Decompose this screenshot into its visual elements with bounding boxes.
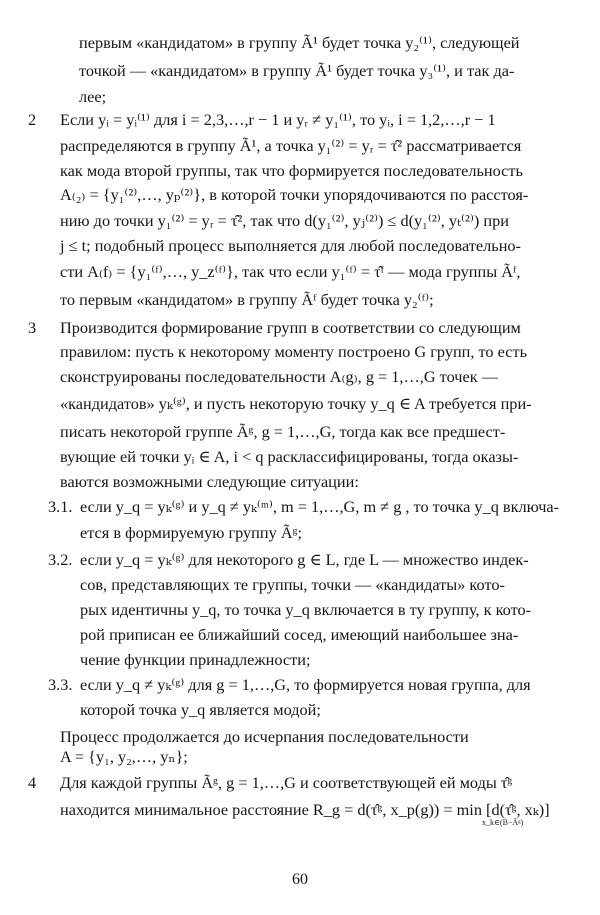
text-line: A₍₂₎ = {y₁⁽²⁾,…, yₚ⁽²⁾}, в которой точки упорядочиваются по расстоя- bbox=[60, 185, 529, 204]
text-line: рой приписан ее ближайший сосед, имеющий наибольшее зна- bbox=[80, 625, 519, 644]
text-line: Процесс продолжается до исчерпания последовательности bbox=[60, 727, 469, 746]
list-marker: 3 bbox=[28, 318, 37, 337]
text-line: Если yᵢ = yᵢ⁽¹⁾ для i = 2,3,…,r − 1 и yᵣ ≠ y₁⁽¹⁾, то yᵢ, i = 1,2,…,r − 1 bbox=[60, 110, 496, 129]
text-line: если y_q ≠ yₖ⁽ᵍ⁾ для g = 1,…,G, то формируется новая группа, для bbox=[80, 675, 531, 694]
text-line: Производится формирование групп в соответствии со следующим bbox=[60, 318, 521, 337]
text-line: вующие ей точки yᵢ ∈ A, i < q расклассифицированы, тогда оказы- bbox=[60, 447, 519, 466]
text-line: чение функции принадлежности; bbox=[80, 650, 311, 669]
text-line: как мода второй группы, так что формируется последовательность bbox=[60, 161, 523, 180]
text-line: сконструированы последовательности A₍g₎, g = 1,…,G точек — bbox=[60, 367, 498, 386]
text-line: первым «кандидатом» в группу Ã¹ будет точка y₂⁽¹⁾, следующей bbox=[79, 33, 520, 52]
page-number: 60 bbox=[292, 871, 308, 888]
text-line: сов, представляющих те группы, точки — «кандидаты» кото- bbox=[80, 575, 505, 594]
text-line: рых идентичны y_q, то точка y_q включается в ту группу, к кото- bbox=[80, 600, 532, 619]
text-line: правилом: пусть к некоторому моменту построено G групп, то есть bbox=[60, 342, 528, 361]
text-line: писать некоторой группе Ãᵍ, g = 1,…,G, тогда как все предшест- bbox=[60, 422, 506, 441]
text-line: ваются возможными следующие ситуации: bbox=[60, 472, 359, 491]
text-line: сти A₍f₎ = {y₁⁽ᶠ⁾,…, y_z⁽ᶠ⁾}, так что если y₁⁽ᶠ⁾ = τ̂ᶠ — мода группы Ãᶠ, bbox=[60, 262, 521, 281]
list-marker: 3.2. bbox=[48, 550, 73, 569]
list-marker: 2 bbox=[28, 110, 37, 129]
text-line: Для каждой группы Ãᵍ, g = 1,…,G и соответствующей ей моды τ̂ᵍ bbox=[60, 773, 513, 792]
text-line: если y_q = yₖ⁽ᵍ⁾ для некоторого g ∈ L, где L — множество индек- bbox=[80, 550, 529, 569]
text-line: j ≤ t; подобный процесс выполняется для любой последовательно- bbox=[60, 236, 521, 255]
text-line: находится минимальное расстояние R_g = d(τ̂ᵍ, x_p(g)) = min [d(τ̂ᵍ, xₖ)] bbox=[60, 800, 550, 819]
text-line: «кандидатов» yₖ⁽ᵍ⁾, и пусть некоторую точку y_q ∈ A требуется при- bbox=[60, 394, 532, 413]
text-line: A = {y₁, y₂,…, yₙ}; bbox=[60, 747, 188, 766]
text-line: то первым «кандидатом» в группу Ãᶠ будет точка y₂⁽ᶠ⁾; bbox=[60, 290, 434, 309]
text-line: если y_q = yₖ⁽ᵍ⁾ и y_q ≠ yₖ⁽ᵐ⁾, m = 1,…,G, m ≠ g , то точка y_q включа- bbox=[80, 497, 560, 516]
list-marker: 3.3. bbox=[48, 675, 73, 694]
list-marker: 3.1. bbox=[48, 497, 73, 516]
text-line: распределяются в группу Ã¹, а точка y₁⁽²⁾ = yᵣ = τ̂² рассматривается bbox=[60, 136, 522, 155]
text-line: лее; bbox=[79, 87, 107, 106]
text-line: нию до точки y₁⁽²⁾ = yᵣ = τ̂², так что d(y₁⁽²⁾, yⱼ⁽²⁾) ≤ d(y₁⁽²⁾, yₜ⁽²⁾) при bbox=[60, 211, 509, 230]
formula-subscript: x_k∈(B−Ãᵍ) bbox=[482, 818, 524, 827]
list-marker: 4 bbox=[28, 773, 37, 792]
text-line: ется в формируемую группу Ãᵍ; bbox=[80, 523, 302, 542]
text-line: которой точка y_q является модой; bbox=[80, 700, 321, 719]
text-line: точкой — «кандидатом» в группу Ã¹ будет точка y₃⁽¹⁾, и так да- bbox=[79, 61, 515, 80]
